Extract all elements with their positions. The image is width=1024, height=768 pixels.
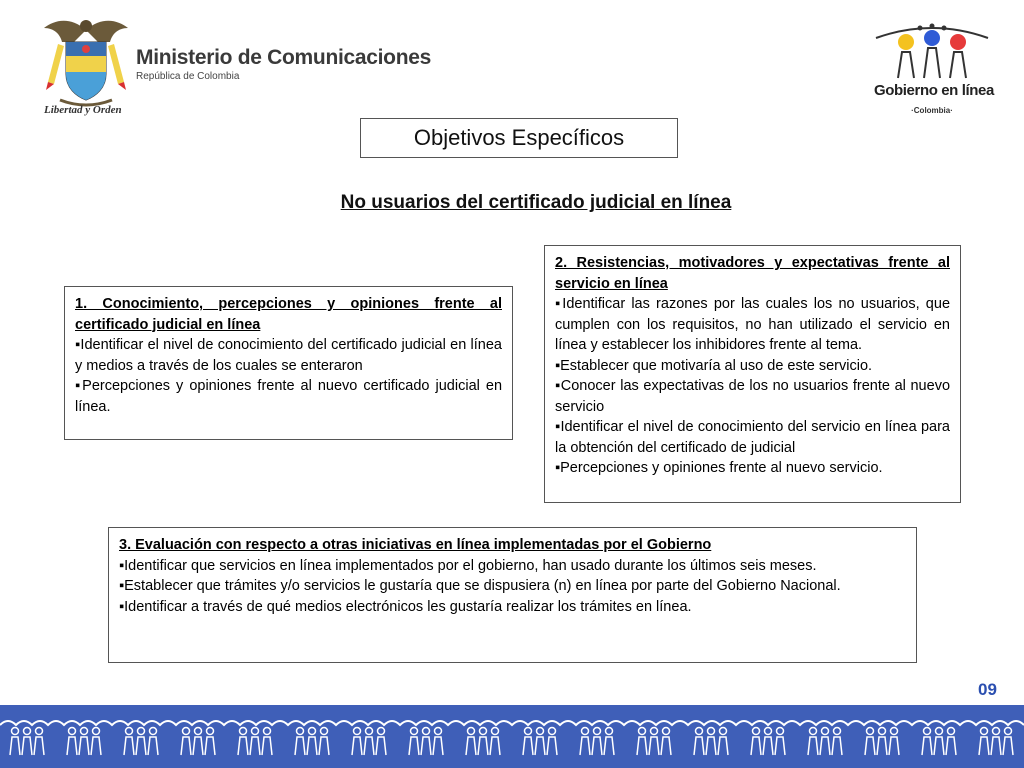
footer-figure [580, 728, 590, 756]
objective-box-heading: 2. Resistencias, motivadores y expectativas frente al servicio en línea [555, 255, 950, 292]
objective-bullet: ▪ Identificar las razones por las cuales los no usuarios, que cumplen con los requisitos, no han utilizado el servicio en línea y establecer los inhibidores frente al tema. [555, 294, 950, 356]
objective-bullet: ▪ Identificar a través de qué medios electrónicos les gustaría realizar los trámites en línea. [119, 597, 906, 618]
footer-figure [751, 728, 761, 756]
ministry-name: Ministerio de Comunicaciones [136, 46, 431, 69]
footer-figure [22, 728, 32, 756]
page-number: 09 [978, 680, 997, 699]
objective-box-heading: 1. Conocimiento, percepciones y opiniones frente al certificado judicial en línea [75, 296, 502, 333]
footer-figure [637, 728, 647, 756]
footer-figure [10, 728, 20, 756]
footer-figure [478, 728, 488, 756]
objective-bullet: ▪ Identificar que servicios en línea implementados por el gobierno, han usado durante los últimos seis meses. [119, 556, 906, 577]
footer-figure [181, 728, 191, 756]
footer-figure [718, 728, 728, 756]
footer-figure [523, 728, 533, 756]
motto-text: Libertad y Orden [44, 104, 122, 116]
footer-figure [661, 728, 671, 756]
footer-figure [649, 728, 659, 756]
footer-figure [466, 728, 476, 756]
footer-figure [319, 728, 329, 756]
footer-figure [865, 728, 875, 756]
footer-figure [820, 728, 830, 756]
footer-figure [808, 728, 818, 756]
footer-figure [775, 728, 785, 756]
objective-bullet: ▪ Percepciones y opiniones frente al nuevo servicio. [555, 458, 950, 479]
slide-title: Objetivos Específicos [360, 118, 678, 158]
objective-bullet: ▪ Identificar el nivel de conocimiento del certificado judicial en línea y medios a través de los cuales se enteraron [75, 335, 502, 376]
footer-band [0, 705, 1024, 768]
footer-figure [295, 728, 305, 756]
ministry-subtitle: República de Colombia [136, 71, 240, 82]
footer-figure [421, 728, 431, 756]
footer-figure [34, 728, 44, 756]
program-logo-subtitle: ·Colombia· [911, 106, 953, 115]
footer-figure [352, 728, 362, 756]
footer-figure [877, 728, 887, 756]
footer-figure [148, 728, 158, 756]
footer-figure [79, 728, 89, 756]
footer-figures-pattern [0, 705, 1024, 768]
footer-figure [535, 728, 545, 756]
footer-figure [1003, 728, 1013, 756]
slide-subtitle: No usuarios del certificado judicial en línea [340, 192, 732, 213]
footer-figure [409, 728, 419, 756]
footer-figure [136, 728, 146, 756]
footer-figure [694, 728, 704, 756]
footer-figure [592, 728, 602, 756]
footer-figure [91, 728, 101, 756]
footer-figure [307, 728, 317, 756]
objective-bullet: ▪ Conocer las expectativas de los no usuarios frente al nuevo servicio [555, 376, 950, 417]
objective-box-2 [544, 245, 961, 503]
footer-figure [934, 728, 944, 756]
ministry-header [136, 46, 431, 82]
program-logo-title: Gobierno en línea [874, 82, 994, 99]
footer-figure [547, 728, 557, 756]
footer-figure [604, 728, 614, 756]
footer-figure [832, 728, 842, 756]
footer-figure [262, 728, 272, 756]
footer-figure [205, 728, 215, 756]
footer-figure [991, 728, 1001, 756]
objective-box-1 [64, 286, 513, 440]
footer-figure [364, 728, 374, 756]
footer-figure [124, 728, 134, 756]
footer-figure [193, 728, 203, 756]
footer-figure [433, 728, 443, 756]
objective-box-3 [108, 527, 917, 663]
footer-figure [67, 728, 77, 756]
footer-figure [490, 728, 500, 756]
footer-figure [238, 728, 248, 756]
footer-figure [979, 728, 989, 756]
footer-figure [376, 728, 386, 756]
footer-figure [706, 728, 716, 756]
objective-bullet: ▪ Percepciones y opiniones frente al nuevo certificado judicial en línea. [75, 376, 502, 417]
objective-bullet: ▪ Establecer que trámites y/o servicios le gustaría que se dispusiera (n) en línea por parte del Gobierno Nacional. [119, 576, 906, 597]
objective-box-heading: 3. Evaluación con respecto a otras iniciativas en línea implementadas por el Gobierno [119, 537, 712, 553]
footer-figure [946, 728, 956, 756]
footer-figure [763, 728, 773, 756]
objective-bullet: ▪ Establecer que motivaría al uso de este servicio. [555, 356, 950, 377]
footer-figure [889, 728, 899, 756]
objective-bullet: ▪ Identificar el nivel de conocimiento del servicio en línea para la obtención del certificado de judicial [555, 417, 950, 458]
footer-figure [922, 728, 932, 756]
footer-figure [250, 728, 260, 756]
